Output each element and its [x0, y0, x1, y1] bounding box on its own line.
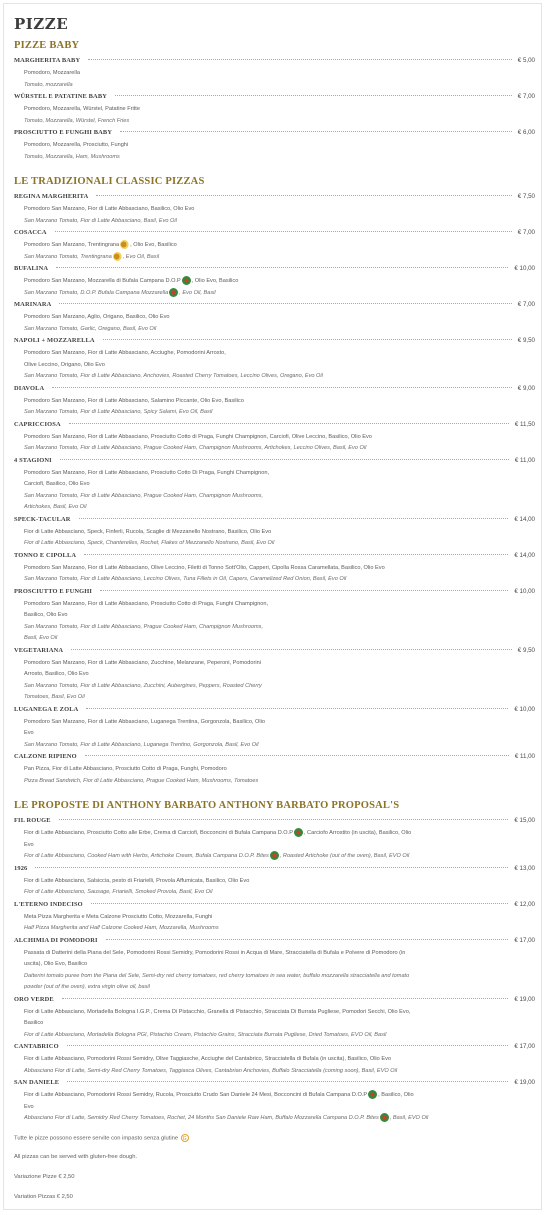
- dot-leader: [60, 459, 509, 460]
- ingredients-text: Fior di Latte Abbasciano, Speck, Finferli, Rucola, Scaglie di Mezzanello Nostrano, Basilico, Olio Evo: [24, 528, 272, 535]
- item-price: € 19,00: [514, 995, 535, 1003]
- item-name: 4 STAGIONI: [14, 456, 52, 464]
- ingredients-text: Fior di Latte Abbasciano, Salsiccia, pesto di Friarielli, Provola Affumicata, Basilico, Olio Evo: [24, 877, 250, 884]
- dot-leader: [52, 387, 512, 388]
- ingredients-text: Pomodoro San Marzano, Fior di Latte Abbasciano, Salamino Piccante, Olio Evo, Basilico: [24, 397, 244, 404]
- ingredients-it: [14, 104, 535, 116]
- ingredients-text: Fior di Latte Abbasciano, Pomodorini Rossi Semidry, Rucola, Prosciutto Crudo San Daniele 24 Mesi, Bocconcini di Bufala Campana D.O.P: [24, 1092, 368, 1098]
- item-price: € 17,00: [514, 1043, 535, 1050]
- menu-item: [14, 996, 535, 1044]
- ingredients-en: [14, 502, 535, 514]
- ingredients-text: Passata di Datterini della Piana del Sele, Pomodorini Rossi Semidry, Pomodorini Rossi in Acqua di Mare, Stracciatella di Bufala e Polvere di Pomodoro (in: [24, 949, 406, 956]
- menu-item: [14, 588, 535, 647]
- gluten-note-it: [14, 1134, 190, 1142]
- ingredients-it: [14, 717, 535, 729]
- ingredients-en: [14, 491, 535, 503]
- menu-item-header: [14, 337, 535, 347]
- menu-item-header: [14, 385, 535, 395]
- ingredients-text: San Marzano Tomato, Fior di Latte Abbasciano, Prague Cooked Ham, Champignon Mushrooms,: [24, 623, 263, 630]
- menu-item: [14, 129, 535, 165]
- ingredients-it: [14, 764, 535, 776]
- ingredients-en: [14, 851, 535, 863]
- item-description: [14, 1006, 535, 1044]
- ingredients-text: San Marzano Tomato, Garlic, Oregano, Basil, Evo Oil: [24, 325, 157, 332]
- ingredients-text: Pomodoro San Marzano, Fior di Latte Abbasciano, Prosciutto Cotto di Praga, Funghi Champignon,: [24, 600, 269, 607]
- menu-item-header: [14, 129, 535, 139]
- item-name: SAN DANIELE: [14, 1079, 60, 1086]
- ingredients-it: [14, 1007, 535, 1019]
- menu-item-header: [14, 753, 535, 763]
- menu-item-header: [14, 457, 535, 467]
- ingredients-text: Pizza Bread Sandwich, Fior di Latte Abbasciano, Prague Cooked Ham, Mushrooms, Tomatoes: [24, 777, 259, 784]
- item-name: MARGHERITA BABY: [14, 57, 81, 64]
- dot-leader: [67, 1045, 509, 1046]
- item-description: [14, 657, 535, 706]
- ingredients-en: [14, 776, 535, 788]
- menu-item: [14, 647, 535, 706]
- item-price: € 6,00: [517, 129, 535, 136]
- item-price: € 13,00: [514, 864, 535, 872]
- ingredients-text: Fior di Latte Abbasciano, Sausage, Friarielli, Smoked Provola, Basil, Evo Oil: [24, 889, 213, 895]
- ingredients-text-after: , Basilico, Olio: [378, 1092, 414, 1098]
- ingredients-en: [14, 538, 535, 550]
- item-price: € 9,50: [517, 646, 535, 654]
- ingredients-it: [14, 479, 535, 491]
- ingredients-en: [14, 252, 535, 264]
- item-name: REGINA MARGHERITA: [14, 193, 89, 200]
- ingredients-text-after: , Olio Evo, Basilico: [191, 278, 239, 284]
- ingredients-it: [14, 1018, 535, 1030]
- ingredients-text: Fior di Latte Abbasciano, Pomodorini Rossi Semidry, Olive Taggiasche, Acciughe del Cantabrico, Stracciatella di Bufala (in uscita), Basilico, Olio Evo: [24, 1056, 391, 1062]
- dot-leader: [71, 649, 512, 650]
- ingredients-it: [14, 912, 535, 924]
- page-title: PIZZE: [14, 15, 69, 33]
- dot-leader: [84, 554, 508, 555]
- ingredients-en: [14, 971, 535, 983]
- menu-item: [14, 753, 535, 789]
- item-price: € 7,00: [517, 301, 535, 308]
- dot-leader: [115, 95, 512, 96]
- dop-badge-icon: [380, 1113, 389, 1122]
- item-description: [14, 203, 535, 229]
- ingredients-text: Tomato, mozzarella: [24, 81, 73, 88]
- item-name: ALCHIMIA DI POMODORI: [14, 936, 98, 944]
- ingredients-text: San Marzano Tomato, Fior di Latte Abbasciano, Anchovies, Roasted Cherry Tomatoes, Leccino Olives, Oregano, Evo Oil: [24, 373, 323, 379]
- ingredients-text: Pomodoro, Mozzarella, Prosciutto, Funghi: [24, 142, 129, 148]
- menu-item: [14, 265, 535, 301]
- ingredients-text-after: , Olio Evo, Basilico: [130, 242, 177, 248]
- ingredients-en: [14, 982, 535, 994]
- dot-leader: [59, 819, 509, 820]
- ingredients-en: [14, 622, 535, 634]
- ingredients-text: Meta Pizza Margherita e Meta Calzone Prosciutto Cotto, Mozzarella, Funghi: [24, 913, 213, 920]
- ingredients-en: [14, 116, 535, 128]
- ingredients-text: Olive Leccino, Origano, Olio Evo: [24, 361, 105, 368]
- dot-leader: [35, 867, 508, 868]
- menu-item-header: [14, 901, 535, 911]
- menu-item: [14, 337, 535, 385]
- menu-item: [14, 817, 535, 865]
- dot-leader: [56, 267, 508, 268]
- ingredients-text: Pan Pizza, Fior di Latte Abbasciano, Prosciutto Cotto di Praga, Funghi, Pomodoro: [24, 766, 227, 772]
- item-price: € 14,00: [514, 551, 535, 559]
- ingredients-text-after: , Evo Oil, Basil: [179, 289, 216, 296]
- ingredients-it: [14, 948, 535, 960]
- ingredients-it: [14, 1054, 535, 1066]
- dot-leader: [120, 131, 512, 132]
- ingredients-text: Basil, Evo Oil: [24, 635, 58, 641]
- item-description: [14, 827, 535, 865]
- ingredients-en: [14, 324, 535, 336]
- menu-item-header: [14, 817, 535, 827]
- dop-badge-icon: [368, 1090, 377, 1099]
- dop-badge-icon: [294, 828, 303, 837]
- ingredients-it: [14, 312, 535, 324]
- ingredients-it: [14, 840, 535, 852]
- item-name: COSACCA: [14, 229, 47, 236]
- section-title: PIZZE BABY: [14, 40, 80, 51]
- variation-note-it: Variazione Pizze € 2,50: [14, 1174, 75, 1180]
- ingredients-it: [14, 610, 535, 622]
- item-price: € 9,50: [517, 337, 535, 344]
- ingredients-text: Pomodoro, Mozzarella, Würstel, Patatine Fritte: [24, 106, 140, 112]
- ingredients-it: [14, 348, 535, 360]
- dot-leader: [106, 939, 509, 940]
- item-description: [14, 103, 535, 129]
- ingredients-text: San Marzano Tomato, Fior di Latte Abbasciano, Spicy Salami, Evo Oil, Basil: [24, 409, 213, 415]
- dot-leader: [91, 903, 509, 904]
- ingredients-it: [14, 68, 535, 80]
- menu-item-header: [14, 1043, 535, 1053]
- ingredients-it: [14, 527, 535, 539]
- dop-badge-icon: [182, 276, 191, 285]
- menu-item-header: [14, 552, 535, 562]
- ingredients-text: Pomodoro San Marzano, Fior di Latte Abbasciano, Zucchine, Melanzane, Peperoni, Pomodorini: [24, 659, 261, 666]
- ingredients-text: Pomodoro San Marzano, Trentingrana: [24, 242, 120, 248]
- item-description: [14, 275, 535, 301]
- ingredients-it: [14, 204, 535, 216]
- menu-item: [14, 516, 535, 552]
- ingredients-text: San Marzano Tomato, Fior di Latte Abbasciano, Basil, Evo Oil: [24, 217, 177, 224]
- ingredients-text: Abbasciano Fior di Latte, Semidry Red Cherry Tomatoes, Rochet, 24 Months San Daniele Raw Ham, Buffalo Mozzarella Campana D.O.P. Bites: [24, 1115, 379, 1121]
- ingredients-text: Fior di Latte Abbasciano, Mortadella Bologna I.G.P., Crema Di Pistacchio, Granella di Pistacchio, Stracciata Di Burrata Pugliese, Pomodori Secchi, Olio Evo,: [24, 1008, 411, 1015]
- ingredients-text: Tomato, Mozzarella, Ham, Mushrooms: [24, 153, 120, 160]
- ingredients-it: [14, 1102, 535, 1114]
- item-description: [14, 1053, 535, 1079]
- ingredients-text: Pomodoro San Marzano, Mozzarella di Bufala Campana D.O.P: [24, 278, 181, 284]
- ingredients-it: [14, 276, 535, 288]
- item-description: [14, 947, 535, 996]
- menu-item: [14, 93, 535, 129]
- ingredients-it: [14, 599, 535, 611]
- ingredients-en: [14, 692, 535, 704]
- ingredients-text: San Marzano Tomato, Trentingrana: [24, 253, 112, 260]
- menu-item: [14, 1079, 535, 1127]
- dop-badge-icon: [169, 288, 178, 297]
- ingredients-text-after: , Roasted Artichoke (out of the oven), Basil, EVO Oil: [279, 853, 410, 859]
- ingredients-text: uscita), Olio Evo, Basilico: [24, 961, 88, 967]
- ingredients-text: Pomodoro San Marzano, Fior di Latte Abbasciano, Prosciutto Cotto di Praga, Funghi Champignon, Carciofi, Olive Leccino, Basilico, Olio Evo: [24, 433, 372, 440]
- item-name: PROSCIUTTO E FUNGHI BABY: [14, 129, 113, 136]
- dot-leader: [62, 998, 509, 999]
- dot-leader: [96, 195, 511, 196]
- ingredients-en: [14, 1113, 535, 1125]
- ingredients-it: [14, 1090, 535, 1102]
- item-description: [14, 1089, 535, 1127]
- gluten-free-icon: G: [181, 1134, 189, 1142]
- menu-item: [14, 457, 535, 516]
- trentingrana-badge-icon: [120, 240, 129, 249]
- dot-leader: [59, 303, 511, 304]
- ingredients-text: San Marzano Tomato, D.O.P. Bufala Campana Mozzarella: [24, 289, 169, 296]
- item-name: CALZONE RIPIENO: [14, 753, 77, 760]
- item-name: LUGANEGA E ZOLA: [14, 705, 79, 713]
- ingredients-text: Basilico, Olio Evo: [24, 612, 68, 618]
- dot-leader: [85, 755, 509, 756]
- item-price: € 17,00: [514, 936, 535, 944]
- ingredients-it: [14, 669, 535, 681]
- item-description: [14, 526, 535, 552]
- menu-item: [14, 301, 535, 337]
- menu-item-header: [14, 865, 535, 875]
- menu-section: [14, 800, 535, 1127]
- ingredients-text: Evo: [24, 730, 34, 736]
- ingredients-en: [14, 1066, 535, 1078]
- ingredients-en: [14, 80, 535, 92]
- item-name: NAPOLI + MOZZARELLA: [14, 337, 95, 344]
- menu-content: [14, 14, 535, 1127]
- gluten-note-en: All pizzas can be served with gluten-free dough.: [14, 1154, 138, 1160]
- ingredients-it: [14, 432, 535, 444]
- ingredients-en: [14, 887, 535, 899]
- dot-leader: [55, 231, 512, 232]
- ingredients-text: Datterini tomato puree from the Piana del Sele, Semi-dry red cherry tomatoes, red cherry tomatoes in sea water, buffalo mozzarella stracciatella and tomato: [24, 972, 410, 979]
- menu-section: [14, 176, 535, 789]
- ingredients-en: [14, 681, 535, 693]
- item-description: [14, 347, 535, 385]
- menu-item-header: [14, 706, 535, 716]
- ingredients-text: Pomodoro, Mozzarella: [24, 70, 80, 76]
- ingredients-it: [14, 728, 535, 740]
- ingredients-en: [14, 152, 535, 164]
- ingredients-text: San Marzano Tomato, Fior di Latte Abbasciano, Leccino Olives, Tuna Fillets in Oil, Capers, Caramelized Red Onion, Basil, Evo Oil: [24, 576, 347, 582]
- ingredients-text: San Marzano Tomato, Fior di Latte Abbasciano, Prague Cooked Ham, Champignon Mushrooms,: [24, 492, 263, 499]
- ingredients-text: Fior di Latte Abbasciano, Cooked Ham with Herbs, Artichoke Cream, Bufala Campana D.O.P. Bites: [24, 853, 269, 859]
- ingredients-text: Fior di Latte Abbasciano, Speck, Chanterelles, Rochet, Flakes of Mezzanello Nostrano, Basil, Evo Oil: [24, 540, 275, 546]
- dot-leader: [79, 518, 509, 519]
- ingredients-text: Pomodoro San Marzano, Fior di Latte Abbasciano, Luganega Trentina, Gorgonzola, Basilico, Olio: [24, 718, 265, 725]
- menu-item: [14, 865, 535, 901]
- ingredients-text: powder (out of the oven), extra virgin olive oil, basil: [24, 984, 150, 990]
- ingredients-text: Fior di Latte Abbasciano, Mortadella Bologna PGI, Pistachio Cream, Pistachio Grains, Stracciata Burrata Pugliese, Dried Tomatoes, EVO Oil, Basil: [24, 1031, 387, 1038]
- menu-item-header: [14, 647, 535, 657]
- ingredients-it: [14, 240, 535, 252]
- ingredients-text: Pomodoro San Marzano, Fior di Latte Abbasciano, Prosciutto Cotto Di Praga, Funghi Champignon,: [24, 469, 270, 476]
- ingredients-text: Tomatoes, Basil, Evo Oil: [24, 694, 85, 700]
- menu-page: [3, 3, 542, 1210]
- ingredients-text-after: , Carciofo Arrostito (in uscita), Basilico, Olio: [303, 830, 412, 836]
- ingredients-it: [14, 360, 535, 372]
- item-description: [14, 239, 535, 265]
- ingredients-text: Pomodoro San Marzano, Fior di Latte Abbasciano, Olive Leccino, Filetti di Tonno Sott'Olio, Capperi, Cipolla Rossa Caramellata, Basilico, Olio Evo: [24, 564, 385, 571]
- item-name: BUFALINA: [14, 265, 49, 272]
- item-description: [14, 763, 535, 789]
- item-name: FIL ROUGE: [14, 817, 51, 824]
- ingredients-it: [14, 959, 535, 971]
- menu-item: [14, 385, 535, 421]
- dot-leader: [69, 423, 509, 424]
- section-title: LE PROPOSTE DI ANTHONY BARBATO ANTHONY BARBATO PROPOSAL'S: [14, 800, 400, 811]
- ingredients-text: Basilico: [24, 1020, 44, 1026]
- menu-item-header: [14, 996, 535, 1006]
- item-price: € 5,00: [517, 57, 535, 64]
- item-name: CANTABRICO: [14, 1043, 59, 1050]
- item-name: L'ETERNO INDECISO: [14, 900, 83, 908]
- ingredients-text: Fior di Latte Abbasciano, Prosciutto Cotto alle Erbe, Crema di Carciofi, Bocconcini di Bufala Campana D.O.P: [24, 830, 293, 836]
- item-description: [14, 311, 535, 337]
- ingredients-en: [14, 740, 535, 752]
- menu-item: [14, 937, 535, 996]
- menu-item-header: [14, 937, 535, 947]
- item-description: [14, 431, 535, 457]
- item-price: € 10,00: [514, 705, 535, 713]
- menu-item-header: [14, 265, 535, 275]
- ingredients-text: San Marzano Tomato, Fior di Latte Abbasciano, Luganega Trentino, Gorgonzola, Basil, Evo Oil: [24, 741, 259, 748]
- ingredients-en: [14, 288, 535, 300]
- item-price: € 15,00: [514, 817, 535, 824]
- ingredients-en: [14, 633, 535, 645]
- item-name: VEGETARIANA: [14, 646, 64, 654]
- variation-note-en: Variation Pizzas € 2,50: [14, 1194, 73, 1200]
- ingredients-text: Carciofi, Basilico, Olio Evo: [24, 481, 90, 487]
- menu-item-header: [14, 93, 535, 103]
- ingredients-it: [14, 658, 535, 670]
- item-name: MARINARA: [14, 301, 52, 308]
- ingredients-it: [14, 468, 535, 480]
- ingredients-text: Pomodoro San Marzano, Aglio, Origano, Basilico, Olio Evo: [24, 314, 170, 320]
- menu-item-header: [14, 301, 535, 311]
- trentingrana-badge-icon: [113, 252, 122, 261]
- ingredients-en: [14, 216, 535, 228]
- menu-item-header: [14, 421, 535, 431]
- item-description: [14, 716, 535, 754]
- ingredients-text: Pomodoro San Marzano, Fior di Latte Abbasciano, Acciughe, Pomodorini Arrosto,: [24, 350, 226, 356]
- ingredients-text: Artichokes, Basil, Evo Oil: [24, 504, 87, 510]
- dot-leader: [88, 59, 512, 60]
- item-price: € 11,00: [514, 753, 535, 760]
- dop-badge-icon: [270, 851, 279, 860]
- ingredients-text-after: , Evo Oil, Basil: [122, 253, 160, 260]
- item-description: [14, 467, 535, 516]
- item-price: € 14,00: [514, 515, 535, 523]
- ingredients-text: San Marzano Tomato, Fior di Latte Abbasciano, Prague Cooked Ham, Champignon Mushrooms, Artichokes, Leccino Olives, Basil, Evo Oil: [24, 445, 367, 451]
- menu-item-header: [14, 588, 535, 598]
- ingredients-text: Arrosto, Basilico, Olio Evo: [24, 671, 89, 677]
- menu-item: [14, 229, 535, 265]
- ingredients-text: Evo: [24, 841, 34, 848]
- ingredients-it: [14, 140, 535, 152]
- menu-item-header: [14, 516, 535, 526]
- dot-leader: [86, 708, 508, 709]
- item-name: WÜRSTEL E PATATINE BABY: [14, 93, 107, 100]
- gluten-note-it-text: Tutte le pizze possono essere servite con impasto senza glutine: [14, 1135, 179, 1142]
- item-price: € 7,00: [517, 229, 535, 236]
- ingredients-it: [14, 563, 535, 575]
- item-price: € 7,00: [517, 93, 535, 100]
- ingredients-en: [14, 574, 535, 586]
- item-name: 1926: [14, 864, 28, 872]
- item-description: [14, 562, 535, 588]
- menu-item: [14, 57, 535, 93]
- item-description: [14, 395, 535, 421]
- ingredients-text: San Marzano Tomato, Fior di Latte Abbasciano, Zucchini, Aubergines, Peppers, Roasted Cherry: [24, 682, 262, 689]
- dot-leader: [100, 590, 508, 591]
- menu-item-header: [14, 1079, 535, 1089]
- item-description: [14, 67, 535, 93]
- ingredients-en: [14, 407, 535, 419]
- item-description: [14, 598, 535, 647]
- menu-item-header: [14, 229, 535, 239]
- ingredients-it: [14, 396, 535, 408]
- item-name: ORO VERDE: [14, 995, 54, 1003]
- item-name: PROSCIUTTO E FUNGHI: [14, 587, 93, 595]
- ingredients-text: Pomodoro San Marzano, Fior di Latte Abbasciano, Basilico, Olio Evo: [24, 206, 195, 212]
- ingredients-en: [14, 923, 535, 935]
- menu-item-header: [14, 57, 535, 67]
- ingredients-text-after: , Basil, EVO Oil: [389, 1115, 429, 1121]
- menu-item: [14, 1043, 535, 1079]
- menu-item: [14, 552, 535, 588]
- dot-leader: [67, 1081, 508, 1082]
- item-price: € 11,50: [514, 420, 535, 428]
- menu-item: [14, 706, 535, 754]
- ingredients-text: Half Pizza Margherita and Half Calzone Cooked Ham, Mozzarella, Mushrooms: [24, 925, 219, 931]
- item-name: DIAVOLA: [14, 384, 45, 392]
- menu-item: [14, 421, 535, 457]
- ingredients-text: Tomato, Mozzarella, Würstel, French Fries: [24, 117, 130, 124]
- menu-item: [14, 193, 535, 229]
- item-price: € 9,00: [517, 384, 535, 392]
- item-description: [14, 911, 535, 937]
- ingredients-en: [14, 371, 535, 383]
- menu-sections: [14, 40, 535, 1127]
- item-price: € 7,50: [517, 193, 535, 200]
- ingredients-text: Evo: [24, 1103, 34, 1110]
- ingredients-it: [14, 876, 535, 888]
- ingredients-en: [14, 1030, 535, 1042]
- menu-item-header: [14, 193, 535, 203]
- dot-leader: [103, 339, 512, 340]
- item-name: CAPRICCIOSA: [14, 420, 61, 428]
- item-price: € 11,00: [514, 456, 535, 464]
- ingredients-text: Abbasciano Fior di Latte, Semi-dry Red Cherry Tomatoes, Taggiasca Olives, Cantabrian Anchovies, Buffalo Stracciatella (coming soon), Basil, EVO Oil: [24, 1067, 398, 1074]
- ingredients-it: [14, 828, 535, 840]
- item-name: TONNO E CIPOLLA: [14, 551, 77, 559]
- item-description: [14, 875, 535, 901]
- item-price: € 12,00: [514, 900, 535, 908]
- item-description: [14, 139, 535, 165]
- menu-section: [14, 40, 535, 165]
- item-price: € 10,00: [514, 265, 535, 272]
- item-price: € 19,00: [514, 1079, 535, 1086]
- item-price: € 10,00: [514, 587, 535, 595]
- section-title: LE TRADIZIONALI CLASSIC PIZZAS: [14, 176, 205, 187]
- menu-item: [14, 901, 535, 937]
- ingredients-en: [14, 443, 535, 455]
- item-name: SPECK-TACULAR: [14, 515, 71, 523]
